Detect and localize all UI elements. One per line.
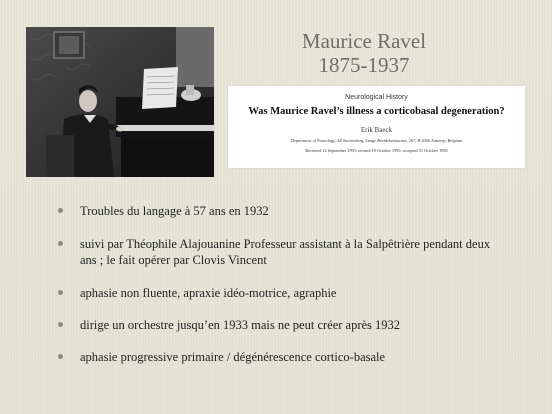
paper-author: Erik Baeck [360,126,393,134]
title-years: 1875-1937 [318,53,410,77]
paper-affiliation: Department of Neurology, AZ Stuivenberg, Lange Beeldekensstraat, 267, B-2060 Antwerp, Belgium [290,138,463,143]
slide-title [264,29,464,77]
bullet-dot [58,290,63,295]
bullet-dot [58,208,63,213]
paper-dates: Received 12 September 1995; revised 18 October 1995; accepted 31 October 1995 [305,148,448,153]
bullet-item: suivi par Théophile Alajouanine Professeur assistant à la Salpêtrière pendant deux ans ; le fait opérer par Clovis Vincent [68,236,508,268]
paper-header-excerpt [228,86,525,168]
bullet-item: Troubles du langage à 57 ans en 1932 [68,203,508,219]
paper-journal-section: Neurological History [345,94,408,101]
bullet-dot [58,322,63,327]
title-name: Maurice Ravel [301,29,427,53]
bullet-dot [58,354,63,359]
bullet-item: dirige un orchestre jusqu’en 1933 mais ne peut créer après 1932 [68,317,508,333]
ravel-piano-photo [26,27,214,177]
paper-title: Was Maurice Ravel’s illness a corticobasal degeneration? [248,106,505,117]
bullet-dot [58,241,63,246]
bullet-item: aphasie progressive primaire / dégénérescence cortico-basale [68,349,508,365]
bullet-item: aphasie non fluente, apraxie idéo-motrice, agraphie [68,285,508,301]
